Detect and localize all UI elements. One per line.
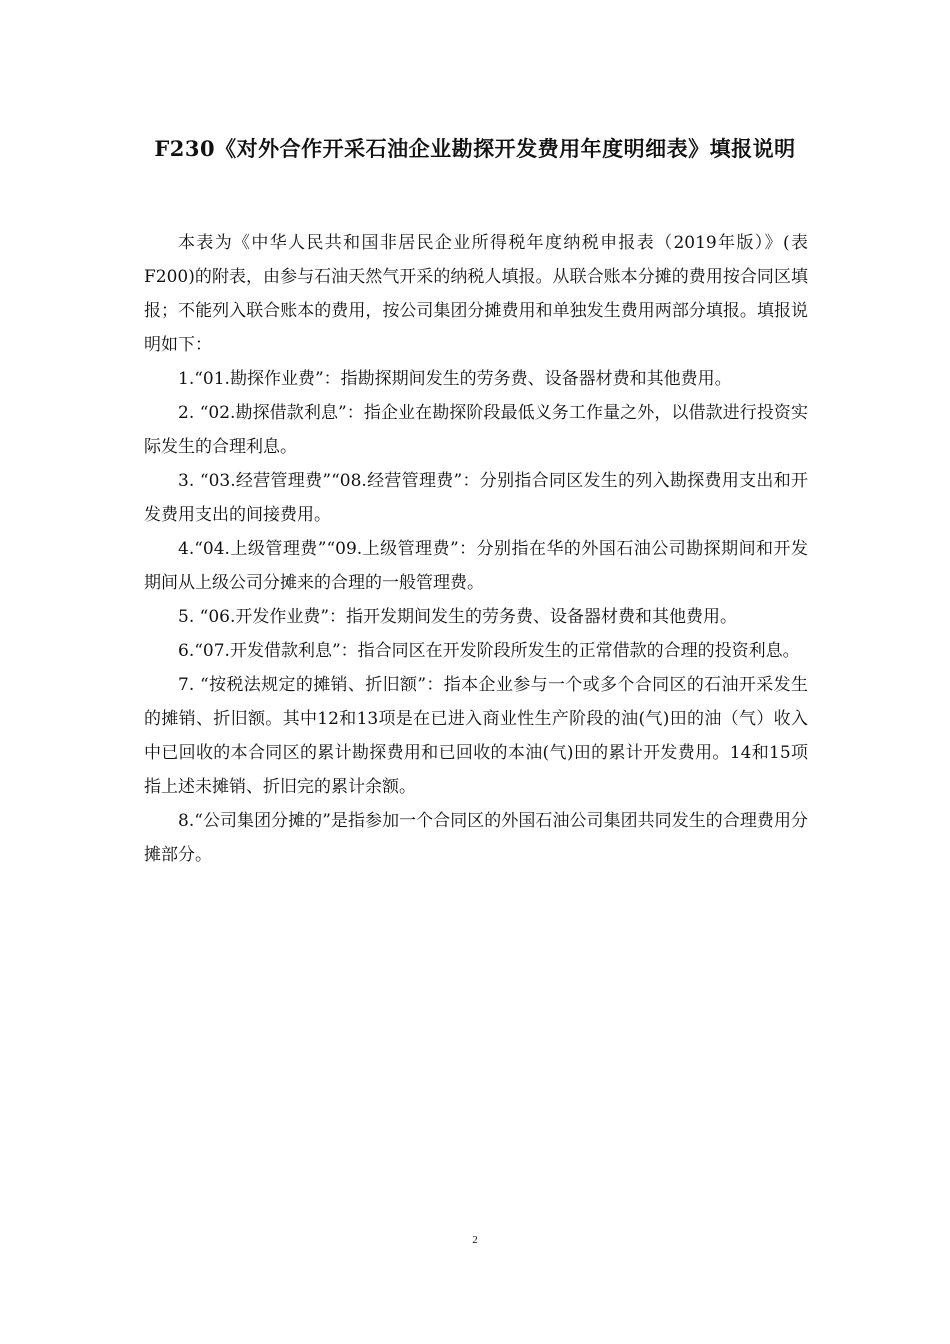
instruction-item-8: 8.“公司集团分摊的”是指参加一个合同区的外国石油公司集团共同发生的合理费用分摊部分。 bbox=[144, 811, 808, 865]
intro-paragraph: 本表为《中华人民共和国非居民企业所得税年度纳税申报表（2019年版）》(表F200)的附表，由参与石油天然气开采的纳税人填报。从联合账本分摊的费用按合同区填报；不能列入联合账本的费用，按公司集团分摊费用和单独发生费用两部分填报。填报说明如下： bbox=[144, 233, 808, 355]
instruction-item-7: 7. “按税法规定的摊销、折旧额”：指本企业参与一个或多个合同区的石油开采发生的摊销、折旧额。其中12和13项是在已进入商业性生产阶段的油(气)田的油（气）收入中已回收的本合同区的累计勘探费用和已回收的本油(气)田的累计开发费用。14和15项指上述未摊销、折旧完的累计余额。 bbox=[144, 675, 808, 797]
instruction-item-6: 6.“07.开发借款利息”：指合同区在开发阶段所发生的正常借款的合理的投资利息。 bbox=[178, 641, 800, 661]
instruction-item-4: 4.“04.上级管理费”“09.上级管理费”：分别指在华的外国石油公司勘探期间和开发期间从上级公司分摊来的合理的一般管理费。 bbox=[144, 539, 808, 593]
document-title: F230《对外合作开采石油企业勘探开发费用年度明细表》填报说明 bbox=[154, 136, 796, 161]
instruction-item-5: 5. “06.开发作业费”：指开发期间发生的劳务费、设备器材费和其他费用。 bbox=[178, 607, 738, 627]
instruction-item-1: 1.“01.勘探作业费”：指勘探期间发生的劳务费、设备器材费和其他费用。 bbox=[178, 369, 732, 389]
page-number: 2 bbox=[472, 1234, 478, 1246]
instruction-item-2: 2. “02.勘探借款利息”：指企业在勘探阶段最低义务工作量之外，以借款进行投资实际发生的合理利息。 bbox=[144, 403, 808, 457]
instruction-item-3: 3. “03.经营管理费”“08.经营管理费”：分别指合同区发生的列入勘探费用支出和开发费用支出的间接费用。 bbox=[144, 471, 808, 525]
document-body bbox=[144, 226, 808, 872]
